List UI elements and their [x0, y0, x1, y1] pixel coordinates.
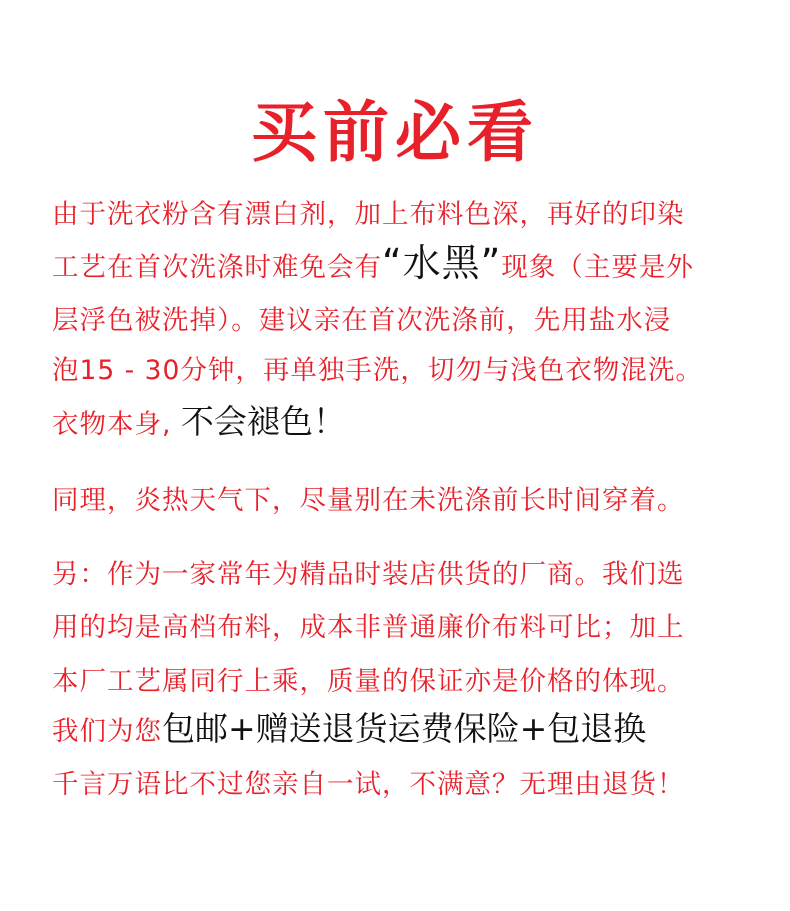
p1-line3: 层浮色被洗掉）。建议亲在首次洗涤前，先用盐水浸 [52, 305, 672, 336]
no-fade-emphasis: 不会褪色！ [180, 402, 346, 441]
p3-line2: 用的均是高档布料，成本非普通廉价布料可比；加上 [52, 612, 685, 643]
page-title: 买前必看 [251, 94, 539, 171]
p3-line4-start: 我们为您 [52, 716, 162, 747]
p1-line5 [52, 404, 752, 443]
p1-line1: 由于洗衣粉含有漂白剂，加上布料色深，再好的印染 [52, 199, 685, 230]
p3-line4 [52, 711, 752, 750]
p1-line4: 泡15 - 30分钟，再单独手洗，切勿与浅色衣物混洗。 [52, 355, 703, 386]
p1-line2-end: 现象（主要是外 [501, 252, 694, 283]
p1-line2-start: 工艺在首次洗涤时难免会有 [52, 252, 382, 283]
free-shipping-emphasis: 包邮+赠送退货运费保险+包退换 [162, 709, 647, 748]
p2-line1: 同理，炎热天气下，尽量别在未洗涤前长时间穿着。 [52, 485, 685, 516]
water-black-emphasis: “水黑” [382, 241, 502, 285]
p3-line3: 本厂工艺属同行上乘，质量的保证亦是价格的体现。 [52, 666, 685, 697]
p1-line2 [52, 241, 752, 286]
p1-line5-start: 衣物本身, [52, 409, 172, 440]
p3-line1: 另：作为一家常年为精品时装店供货的厂商。我们选 [52, 559, 685, 590]
p3-line5: 千言万语比不过您亲自一试，不满意？无理由退货！ [52, 769, 685, 800]
